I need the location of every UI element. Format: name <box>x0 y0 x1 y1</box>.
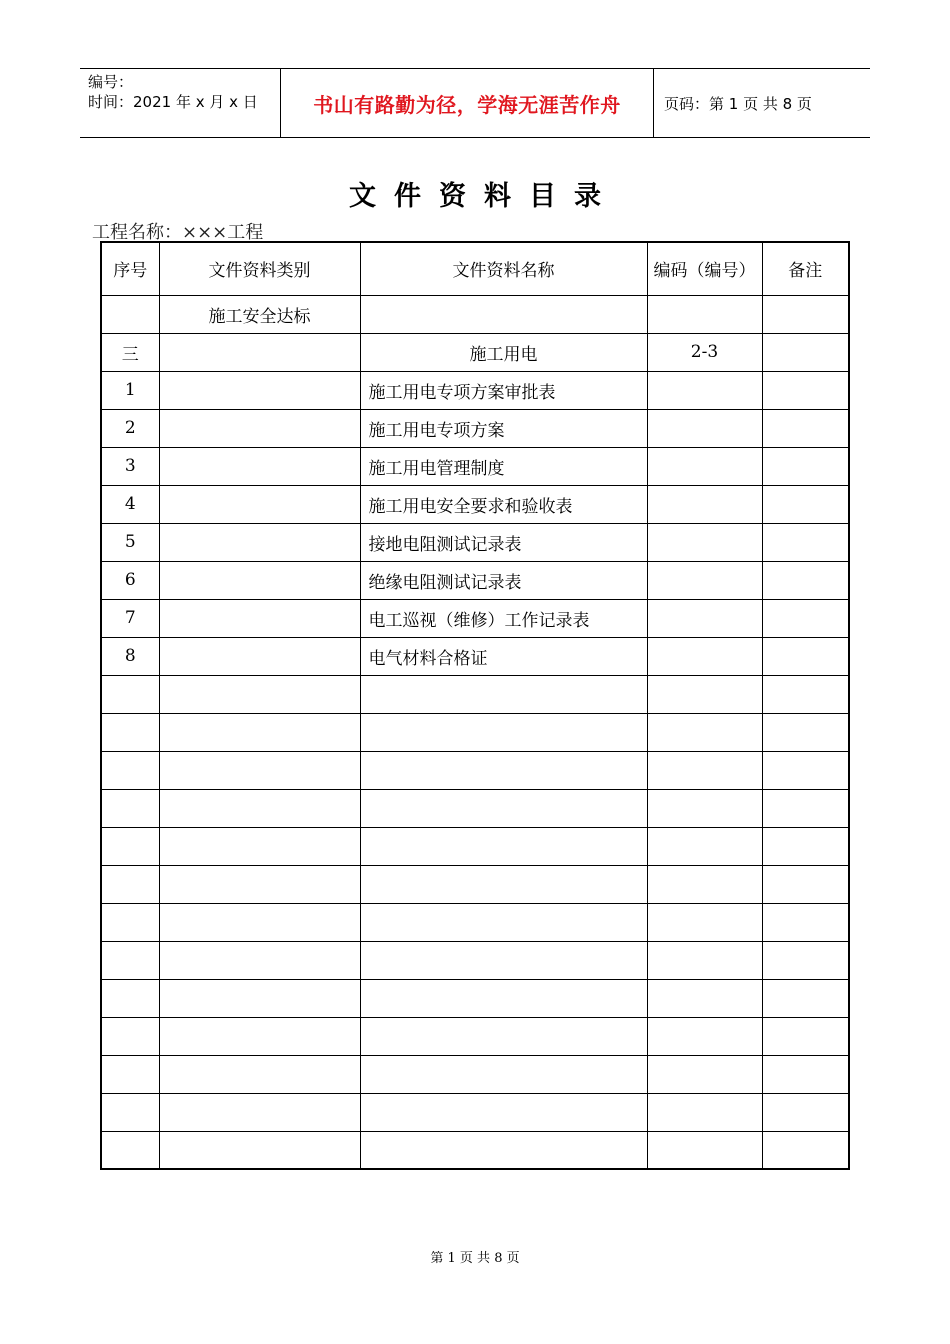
cell-index: 6 <box>101 561 159 599</box>
cell-remarks <box>762 751 849 789</box>
cell-index <box>101 713 159 751</box>
table-row <box>101 409 849 447</box>
cell-doc-name: 接地电阻测试记录表 <box>360 523 647 561</box>
table-row <box>101 941 849 979</box>
cell-code <box>647 713 762 751</box>
table-row <box>101 789 849 827</box>
cell-doc-name <box>360 979 647 1017</box>
table-row <box>101 561 849 599</box>
cell-doc-name: 施工用电专项方案审批表 <box>360 371 647 409</box>
cell-code <box>647 1093 762 1131</box>
cell-code <box>647 409 762 447</box>
project-name: 工程名称：×××工程 <box>92 222 264 243</box>
cell-index <box>101 1055 159 1093</box>
cell-remarks <box>762 789 849 827</box>
cell-index <box>101 903 159 941</box>
table-row <box>101 371 849 409</box>
cell-index <box>101 941 159 979</box>
table-row <box>101 979 849 1017</box>
header-meta <box>80 69 281 137</box>
table-row <box>101 1055 849 1093</box>
cell-index: 3 <box>101 447 159 485</box>
cell-doc-name <box>360 827 647 865</box>
cell-category <box>159 333 360 371</box>
cell-doc-name: 电工巡视（维修）工作记录表 <box>360 599 647 637</box>
cell-category <box>159 1055 360 1093</box>
cell-remarks <box>762 333 849 371</box>
cell-index <box>101 1017 159 1055</box>
cell-remarks <box>762 865 849 903</box>
cell-category: 施工安全达标 <box>159 295 360 333</box>
cell-doc-name <box>360 1055 647 1093</box>
cell-code <box>647 1017 762 1055</box>
table-row <box>101 903 849 941</box>
cell-remarks <box>762 827 849 865</box>
cell-doc-name <box>360 1131 647 1169</box>
page-info-text: 页码：第 1 页 共 8 页 <box>664 94 812 113</box>
table-row <box>101 485 849 523</box>
cell-index: 1 <box>101 371 159 409</box>
cell-doc-name: 绝缘电阻测试记录表 <box>360 561 647 599</box>
header-motto-cell <box>281 69 654 137</box>
table-header-row <box>101 242 849 295</box>
cell-category <box>159 827 360 865</box>
time-label: 时间：2021 年 x 月 x 日 <box>88 93 258 111</box>
cell-code <box>647 865 762 903</box>
cell-index <box>101 865 159 903</box>
table-row <box>101 1131 849 1169</box>
cell-code <box>647 295 762 333</box>
cell-code <box>647 637 762 675</box>
cell-index: 三 <box>101 333 159 371</box>
cell-index <box>101 789 159 827</box>
cell-doc-name <box>360 1093 647 1131</box>
table-row <box>101 675 849 713</box>
cell-index <box>101 979 159 1017</box>
cell-index <box>101 1131 159 1169</box>
cell-code <box>647 523 762 561</box>
header-code: 编码（编号） <box>647 242 762 295</box>
cell-index <box>101 1093 159 1131</box>
cell-category <box>159 713 360 751</box>
cell-code <box>647 751 762 789</box>
cell-remarks <box>762 447 849 485</box>
cell-code <box>647 599 762 637</box>
cell-remarks <box>762 1055 849 1093</box>
cell-code <box>647 789 762 827</box>
cell-code <box>647 447 762 485</box>
cell-code <box>647 371 762 409</box>
motto-text: 书山有路勤为径，学海无涯苦作舟 <box>313 92 621 117</box>
table-row <box>101 865 849 903</box>
cell-index <box>101 827 159 865</box>
header-category: 文件资料类别 <box>159 242 360 295</box>
cell-doc-name <box>360 903 647 941</box>
cell-index: 2 <box>101 409 159 447</box>
table-row <box>101 713 849 751</box>
cell-category <box>159 447 360 485</box>
cell-category <box>159 941 360 979</box>
cell-category <box>159 979 360 1017</box>
cell-doc-name <box>360 789 647 827</box>
cell-category <box>159 903 360 941</box>
document-title: 文件资料目录 <box>349 181 619 212</box>
cell-index: 7 <box>101 599 159 637</box>
cell-doc-name <box>360 865 647 903</box>
cell-remarks <box>762 409 849 447</box>
cell-doc-name: 施工用电专项方案 <box>360 409 647 447</box>
cell-code <box>647 827 762 865</box>
cell-doc-name <box>360 1017 647 1055</box>
cell-remarks <box>762 1131 849 1169</box>
cell-code: 2-3 <box>647 333 762 371</box>
cell-category <box>159 485 360 523</box>
cell-remarks <box>762 561 849 599</box>
number-label: 编号： <box>88 73 134 91</box>
cell-code <box>647 941 762 979</box>
cell-category <box>159 409 360 447</box>
cell-doc-name <box>360 295 647 333</box>
table-row <box>101 447 849 485</box>
cell-code <box>647 979 762 1017</box>
cell-code <box>647 1055 762 1093</box>
cell-remarks <box>762 1093 849 1131</box>
cell-index: 5 <box>101 523 159 561</box>
cell-doc-name: 电气材料合格证 <box>360 637 647 675</box>
cell-doc-name: 施工用电管理制度 <box>360 447 647 485</box>
catalog-table <box>100 241 850 1170</box>
cell-remarks <box>762 523 849 561</box>
cell-category <box>159 599 360 637</box>
cell-remarks <box>762 371 849 409</box>
cell-remarks <box>762 637 849 675</box>
cell-index <box>101 751 159 789</box>
cell-category <box>159 789 360 827</box>
cell-code <box>647 485 762 523</box>
cell-remarks <box>762 713 849 751</box>
cell-remarks <box>762 485 849 523</box>
cell-doc-name: 施工用电安全要求和验收表 <box>360 485 647 523</box>
cell-remarks <box>762 979 849 1017</box>
header-page-info <box>654 69 870 137</box>
cell-category <box>159 865 360 903</box>
cell-remarks <box>762 675 849 713</box>
page-header <box>80 68 870 138</box>
header-index: 序号 <box>101 242 159 295</box>
table-row <box>101 295 849 333</box>
cell-remarks <box>762 295 849 333</box>
page-footer: 第 1 页 共 8 页 <box>430 1251 520 1266</box>
table-row <box>101 637 849 675</box>
table-row <box>101 333 849 371</box>
cell-doc-name <box>360 713 647 751</box>
table-row <box>101 751 849 789</box>
cell-remarks <box>762 903 849 941</box>
cell-code <box>647 675 762 713</box>
cell-category <box>159 371 360 409</box>
cell-doc-name: 施工用电 <box>360 333 647 371</box>
cell-category <box>159 523 360 561</box>
cell-category <box>159 1093 360 1131</box>
cell-category <box>159 1017 360 1055</box>
cell-index: 4 <box>101 485 159 523</box>
cell-index <box>101 295 159 333</box>
cell-doc-name <box>360 675 647 713</box>
cell-code <box>647 561 762 599</box>
cell-doc-name <box>360 751 647 789</box>
cell-category <box>159 751 360 789</box>
cell-category <box>159 1131 360 1169</box>
cell-doc-name <box>360 941 647 979</box>
table-row <box>101 1017 849 1055</box>
cell-remarks <box>762 599 849 637</box>
table-row <box>101 827 849 865</box>
cell-index <box>101 675 159 713</box>
table-row <box>101 1093 849 1131</box>
cell-remarks <box>762 941 849 979</box>
cell-remarks <box>762 1017 849 1055</box>
cell-code <box>647 1131 762 1169</box>
cell-category <box>159 637 360 675</box>
cell-index: 8 <box>101 637 159 675</box>
table-row <box>101 599 849 637</box>
header-remarks: 备注 <box>762 242 849 295</box>
cell-code <box>647 903 762 941</box>
header-doc-name: 文件资料名称 <box>360 242 647 295</box>
table-row <box>101 523 849 561</box>
cell-category <box>159 561 360 599</box>
cell-category <box>159 675 360 713</box>
